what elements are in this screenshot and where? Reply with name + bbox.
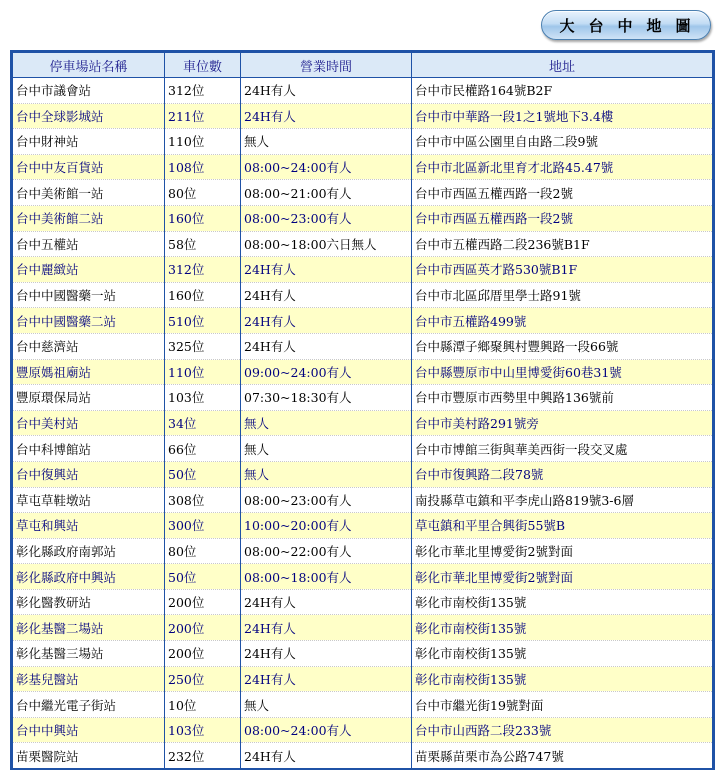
table-row bbox=[13, 717, 713, 743]
spaces-cell: 325位 bbox=[165, 333, 241, 359]
spaces-cell: 160位 bbox=[165, 205, 241, 231]
address-cell: 彰化市南校街135號 bbox=[412, 615, 713, 641]
station-name-cell: 彰化醫教研站 bbox=[13, 589, 165, 615]
station-name-cell: 彰化縣政府中興站 bbox=[13, 564, 165, 590]
hours-cell: 09:00~24:00有人 bbox=[241, 359, 412, 385]
address-cell: 台中縣豐原市中山里博愛街60巷31號 bbox=[412, 359, 713, 385]
address-cell: 台中市西區五權西路一段2號 bbox=[412, 180, 713, 206]
station-name-cell: 台中中友百貨站 bbox=[13, 154, 165, 180]
hours-cell: 24H有人 bbox=[241, 641, 412, 667]
hours-cell: 24H有人 bbox=[241, 743, 412, 768]
station-name-cell: 豐原環保局站 bbox=[13, 385, 165, 411]
hours-cell: 無人 bbox=[241, 410, 412, 436]
table-row bbox=[13, 666, 713, 692]
spaces-cell: 312位 bbox=[165, 257, 241, 283]
station-name-cell: 台中科博館站 bbox=[13, 436, 165, 462]
hours-cell: 07:30~18:30有人 bbox=[241, 385, 412, 411]
station-name-cell: 台中復興站 bbox=[13, 461, 165, 487]
table-body bbox=[13, 78, 713, 769]
station-name-cell: 台中中國醫藥二站 bbox=[13, 308, 165, 334]
table-row bbox=[13, 129, 713, 155]
table-row bbox=[13, 538, 713, 564]
spaces-cell: 160位 bbox=[165, 282, 241, 308]
table-row bbox=[13, 333, 713, 359]
table-row bbox=[13, 308, 713, 334]
station-name-cell: 豐原媽祖廟站 bbox=[13, 359, 165, 385]
hours-cell: 10:00~20:00有人 bbox=[241, 513, 412, 539]
station-name-cell: 台中麗緻站 bbox=[13, 257, 165, 283]
hours-cell: 無人 bbox=[241, 129, 412, 155]
spaces-cell: 108位 bbox=[165, 154, 241, 180]
spaces-cell: 80位 bbox=[165, 180, 241, 206]
hours-cell: 24H有人 bbox=[241, 282, 412, 308]
station-name-cell: 台中慈濟站 bbox=[13, 333, 165, 359]
hours-cell: 24H有人 bbox=[241, 615, 412, 641]
address-cell: 台中市豐原市西勢里中興路136號前 bbox=[412, 385, 713, 411]
station-name-cell: 彰基兒醫站 bbox=[13, 666, 165, 692]
spaces-cell: 66位 bbox=[165, 436, 241, 462]
spaces-cell: 103位 bbox=[165, 385, 241, 411]
address-cell: 彰化市南校街135號 bbox=[412, 641, 713, 667]
hours-cell: 08:00~23:00有人 bbox=[241, 205, 412, 231]
header-address: 地址 bbox=[412, 53, 713, 78]
spaces-cell: 110位 bbox=[165, 129, 241, 155]
taichung-map-button[interactable]: 大台中地圖 bbox=[541, 10, 711, 40]
spaces-cell: 103位 bbox=[165, 717, 241, 743]
hours-cell: 08:00~24:00有人 bbox=[241, 154, 412, 180]
station-name-cell: 台中繼光電子街站 bbox=[13, 692, 165, 718]
address-cell: 台中市西區五權西路一段2號 bbox=[412, 205, 713, 231]
address-cell: 彰化市南校街135號 bbox=[412, 666, 713, 692]
hours-cell: 24H有人 bbox=[241, 308, 412, 334]
table-row bbox=[13, 641, 713, 667]
address-cell: 南投縣草屯鎮和平李虎山路819號3-6層 bbox=[412, 487, 713, 513]
table-row bbox=[13, 385, 713, 411]
address-cell: 彰化市華北里博愛街2號對面 bbox=[412, 538, 713, 564]
table-row bbox=[13, 513, 713, 539]
table-row bbox=[13, 103, 713, 129]
station-name-cell: 彰化基醫二場站 bbox=[13, 615, 165, 641]
station-name-cell: 彰化縣政府南郭站 bbox=[13, 538, 165, 564]
address-cell: 彰化市南校街135號 bbox=[412, 589, 713, 615]
spaces-cell: 110位 bbox=[165, 359, 241, 385]
table-row bbox=[13, 359, 713, 385]
address-cell: 台中市北區新北里育才北路45.47號 bbox=[412, 154, 713, 180]
hours-cell: 無人 bbox=[241, 692, 412, 718]
station-name-cell: 台中市議會站 bbox=[13, 78, 165, 104]
spaces-cell: 80位 bbox=[165, 538, 241, 564]
spaces-cell: 50位 bbox=[165, 461, 241, 487]
station-name-cell: 台中全球影城站 bbox=[13, 103, 165, 129]
station-name-cell: 苗栗醫院站 bbox=[13, 743, 165, 768]
address-cell: 台中市博館三街與華美西街一段交叉處 bbox=[412, 436, 713, 462]
hours-cell: 08:00~23:00有人 bbox=[241, 487, 412, 513]
spaces-cell: 200位 bbox=[165, 615, 241, 641]
hours-cell: 08:00~18:00有人 bbox=[241, 564, 412, 590]
address-cell: 台中市中華路一段1之1號地下3.4樓 bbox=[412, 103, 713, 129]
spaces-cell: 312位 bbox=[165, 78, 241, 104]
table-row bbox=[13, 257, 713, 283]
spaces-cell: 200位 bbox=[165, 589, 241, 615]
station-name-cell: 彰化基醫三場站 bbox=[13, 641, 165, 667]
header-spaces: 車位數 bbox=[165, 53, 241, 78]
hours-cell: 24H有人 bbox=[241, 666, 412, 692]
parking-table-container bbox=[10, 50, 715, 770]
station-name-cell: 台中中興站 bbox=[13, 717, 165, 743]
address-cell: 台中市美村路291號旁 bbox=[412, 410, 713, 436]
table-row bbox=[13, 743, 713, 768]
spaces-cell: 34位 bbox=[165, 410, 241, 436]
spaces-cell: 232位 bbox=[165, 743, 241, 768]
table-row bbox=[13, 487, 713, 513]
hours-cell: 24H有人 bbox=[241, 257, 412, 283]
address-cell: 草屯鎮和平里合興街55號B bbox=[412, 513, 713, 539]
table-row bbox=[13, 154, 713, 180]
hours-cell: 08:00~24:00有人 bbox=[241, 717, 412, 743]
address-cell: 台中市北區邱厝里學士路91號 bbox=[412, 282, 713, 308]
address-cell: 台中市五權路499號 bbox=[412, 308, 713, 334]
station-name-cell: 草屯草鞋墩站 bbox=[13, 487, 165, 513]
table-row bbox=[13, 282, 713, 308]
address-cell: 台中市西區英才路530號B1F bbox=[412, 257, 713, 283]
address-cell: 台中市五權西路二段236號B1F bbox=[412, 231, 713, 257]
address-cell: 苗栗縣苗栗市為公路747號 bbox=[412, 743, 713, 768]
spaces-cell: 300位 bbox=[165, 513, 241, 539]
station-name-cell: 台中美村站 bbox=[13, 410, 165, 436]
station-name-cell: 台中中國醫藥一站 bbox=[13, 282, 165, 308]
hours-cell: 08:00~18:00六日無人 bbox=[241, 231, 412, 257]
address-cell: 台中市民權路164號B2F bbox=[412, 78, 713, 104]
address-cell: 彰化市華北里博愛街2號對面 bbox=[412, 564, 713, 590]
spaces-cell: 211位 bbox=[165, 103, 241, 129]
address-cell: 台中市繼光街19號對面 bbox=[412, 692, 713, 718]
hours-cell: 08:00~21:00有人 bbox=[241, 180, 412, 206]
table-row bbox=[13, 692, 713, 718]
address-cell: 台中市復興路二段78號 bbox=[412, 461, 713, 487]
table-row bbox=[13, 205, 713, 231]
address-cell: 台中縣潭子鄉聚興村豐興路一段66號 bbox=[412, 333, 713, 359]
hours-cell: 24H有人 bbox=[241, 78, 412, 104]
table-row bbox=[13, 78, 713, 104]
spaces-cell: 308位 bbox=[165, 487, 241, 513]
hours-cell: 24H有人 bbox=[241, 589, 412, 615]
address-cell: 台中市山西路二段233號 bbox=[412, 717, 713, 743]
hours-cell: 24H有人 bbox=[241, 333, 412, 359]
table-row bbox=[13, 589, 713, 615]
station-name-cell: 台中美術館一站 bbox=[13, 180, 165, 206]
hours-cell: 無人 bbox=[241, 436, 412, 462]
table-row bbox=[13, 564, 713, 590]
spaces-cell: 50位 bbox=[165, 564, 241, 590]
table-row bbox=[13, 231, 713, 257]
hours-cell: 08:00~22:00有人 bbox=[241, 538, 412, 564]
table-row bbox=[13, 410, 713, 436]
spaces-cell: 250位 bbox=[165, 666, 241, 692]
table-row bbox=[13, 436, 713, 462]
spaces-cell: 58位 bbox=[165, 231, 241, 257]
table-row bbox=[13, 615, 713, 641]
station-name-cell: 台中美術館二站 bbox=[13, 205, 165, 231]
station-name-cell: 台中財神站 bbox=[13, 129, 165, 155]
parking-table bbox=[12, 52, 713, 768]
table-row bbox=[13, 180, 713, 206]
spaces-cell: 510位 bbox=[165, 308, 241, 334]
header-station-name: 停車場站名稱 bbox=[13, 53, 165, 78]
hours-cell: 24H有人 bbox=[241, 103, 412, 129]
station-name-cell: 台中五權站 bbox=[13, 231, 165, 257]
table-header-row bbox=[13, 53, 713, 78]
spaces-cell: 10位 bbox=[165, 692, 241, 718]
address-cell: 台中市中區公園里自由路二段9號 bbox=[412, 129, 713, 155]
hours-cell: 無人 bbox=[241, 461, 412, 487]
station-name-cell: 草屯和興站 bbox=[13, 513, 165, 539]
header-hours: 營業時間 bbox=[241, 53, 412, 78]
table-row bbox=[13, 461, 713, 487]
spaces-cell: 200位 bbox=[165, 641, 241, 667]
